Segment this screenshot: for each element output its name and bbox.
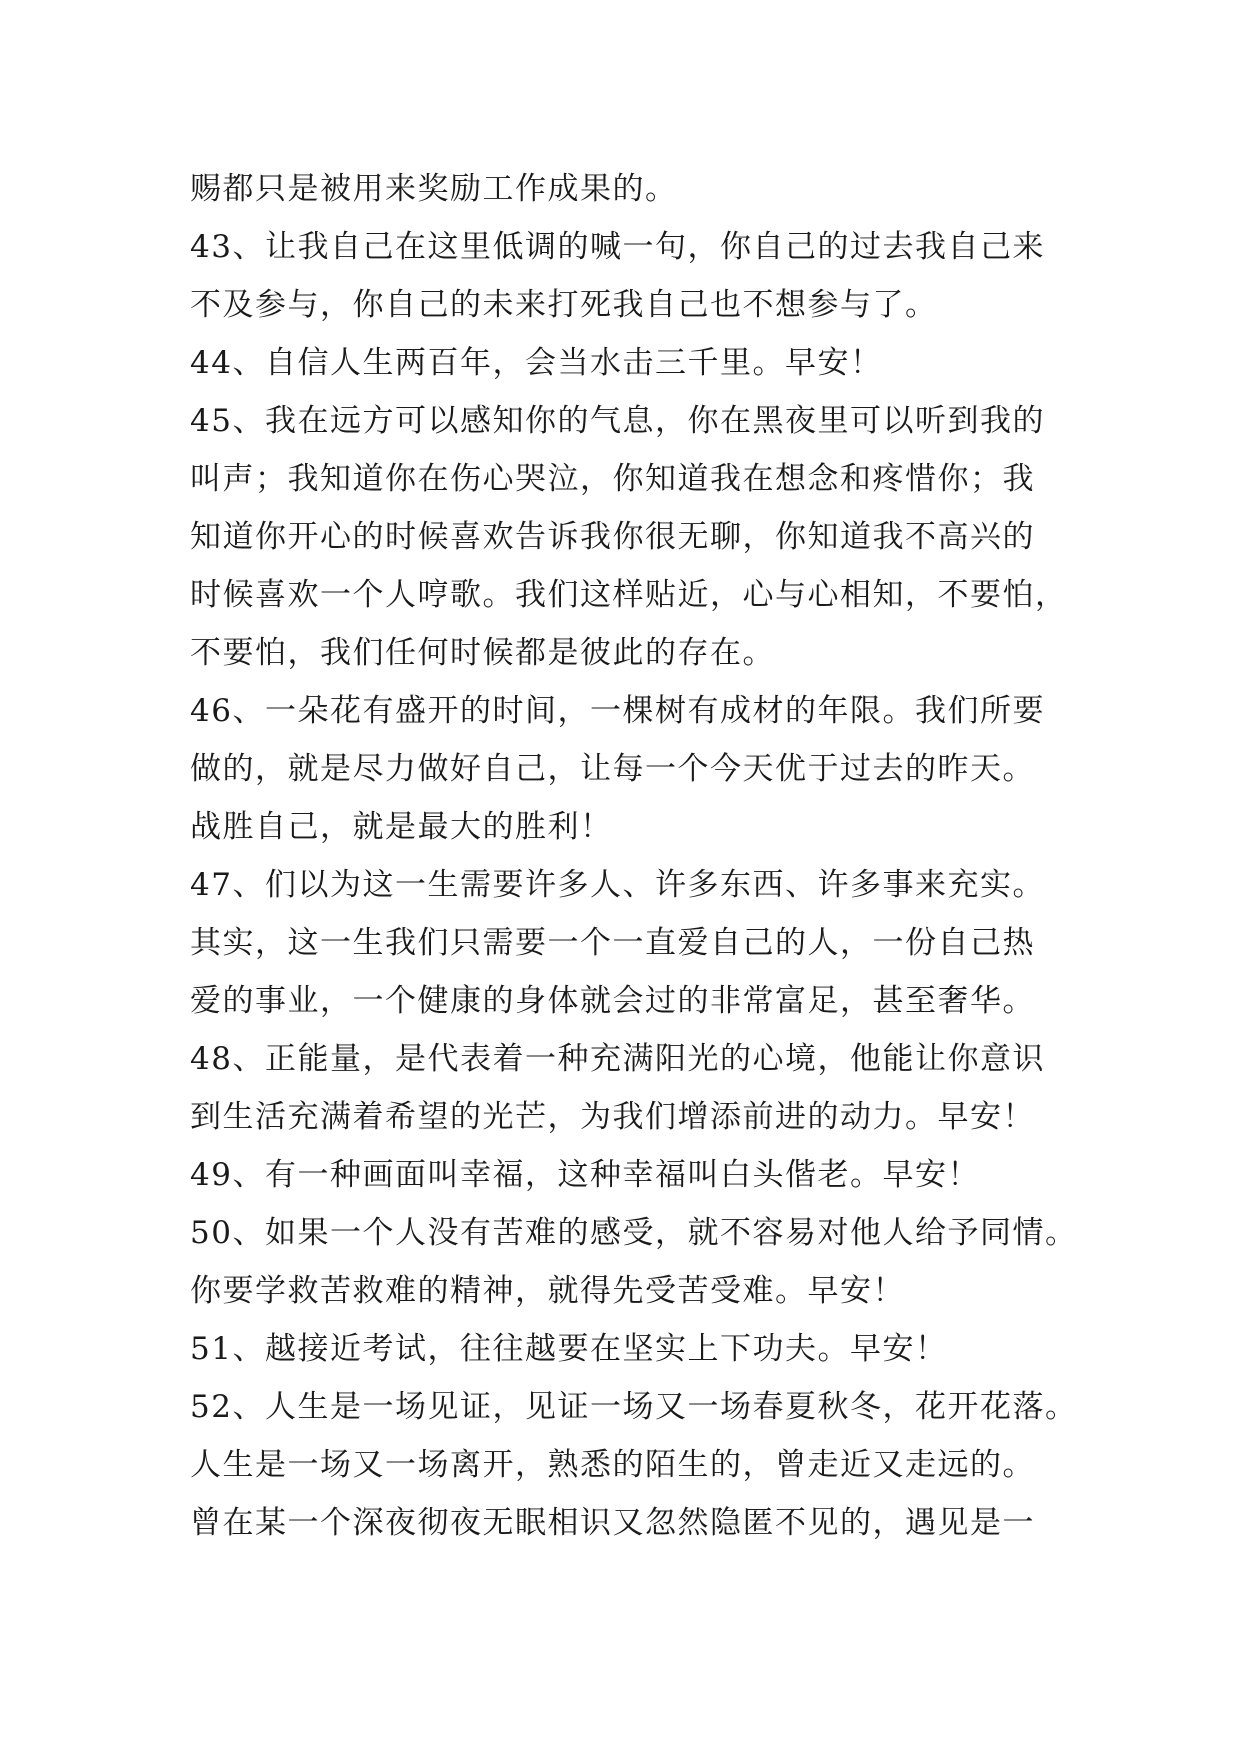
- text-line: 50、如果一个人没有苦难的感受，就不容易对他人给予同情。: [190, 1215, 1078, 1251]
- text-line: 44、自信人生两百年，会当水击三千里。早安！: [190, 345, 883, 381]
- text-line: 人生是一场又一场离开，熟悉的陌生的，曾走近又走远的。: [190, 1447, 1035, 1483]
- text-line: 做的，就是尽力做好自己，让每一个今天优于过去的昨天。: [190, 751, 1035, 787]
- text-line: 你要学救苦救难的精神，就得先受苦受难。早安！: [190, 1273, 905, 1309]
- text-line: 不及参与，你自己的未来打死我自己也不想参与了。: [190, 287, 938, 323]
- text-line: 46、一朵花有盛开的时间，一棵树有成材的年限。我们所要: [190, 693, 1045, 729]
- text-line: 知道你开心的时候喜欢告诉我你很无聊，你知道我不高兴的: [190, 519, 1035, 555]
- text-line: 赐都只是被用来奖励工作成果的。: [190, 171, 678, 207]
- text-line: 爱的事业，一个健康的身体就会过的非常富足，甚至奢华。: [190, 983, 1035, 1019]
- text-line: 45、我在远方可以感知你的气息，你在黑夜里可以听到我的: [190, 403, 1045, 439]
- text-line: 战胜自己，就是最大的胜利！: [190, 809, 613, 845]
- text-line: 到生活充满着希望的光芒，为我们增添前进的动力。早安！: [190, 1099, 1035, 1135]
- text-line: 47、们以为这一生需要许多人、许多东西、许多事来充实。: [190, 867, 1045, 903]
- text-line: 48、正能量，是代表着一种充满阳光的心境，他能让你意识: [190, 1041, 1045, 1077]
- body-text: [190, 160, 1090, 1552]
- text-line: 其实，这一生我们只需要一个一直爱自己的人，一份自己热: [190, 925, 1035, 961]
- text-line: 52、人生是一场见证，见证一场又一场春夏秋冬，花开花落。: [190, 1389, 1078, 1425]
- text-line: 曾在某一个深夜彻夜无眠相识又忽然隐匿不见的，遇见是一: [190, 1505, 1035, 1541]
- text-line: 51、越接近考试，往往越要在坚实上下功夫。早安！: [190, 1331, 948, 1367]
- text-line: 时候喜欢一个人哼歌。我们这样贴近，心与心相知，不要怕，: [190, 577, 1068, 613]
- text-line: 43、让我自己在这里低调的喊一句，你自己的过去我自己来: [190, 229, 1045, 265]
- text-line: 49、有一种画面叫幸福，这种幸福叫白头偕老。早安！: [190, 1157, 980, 1193]
- text-line: 叫声；我知道你在伤心哭泣，你知道我在想念和疼惜你；我: [190, 461, 1035, 497]
- text-line: 不要怕，我们任何时候都是彼此的存在。: [190, 635, 775, 671]
